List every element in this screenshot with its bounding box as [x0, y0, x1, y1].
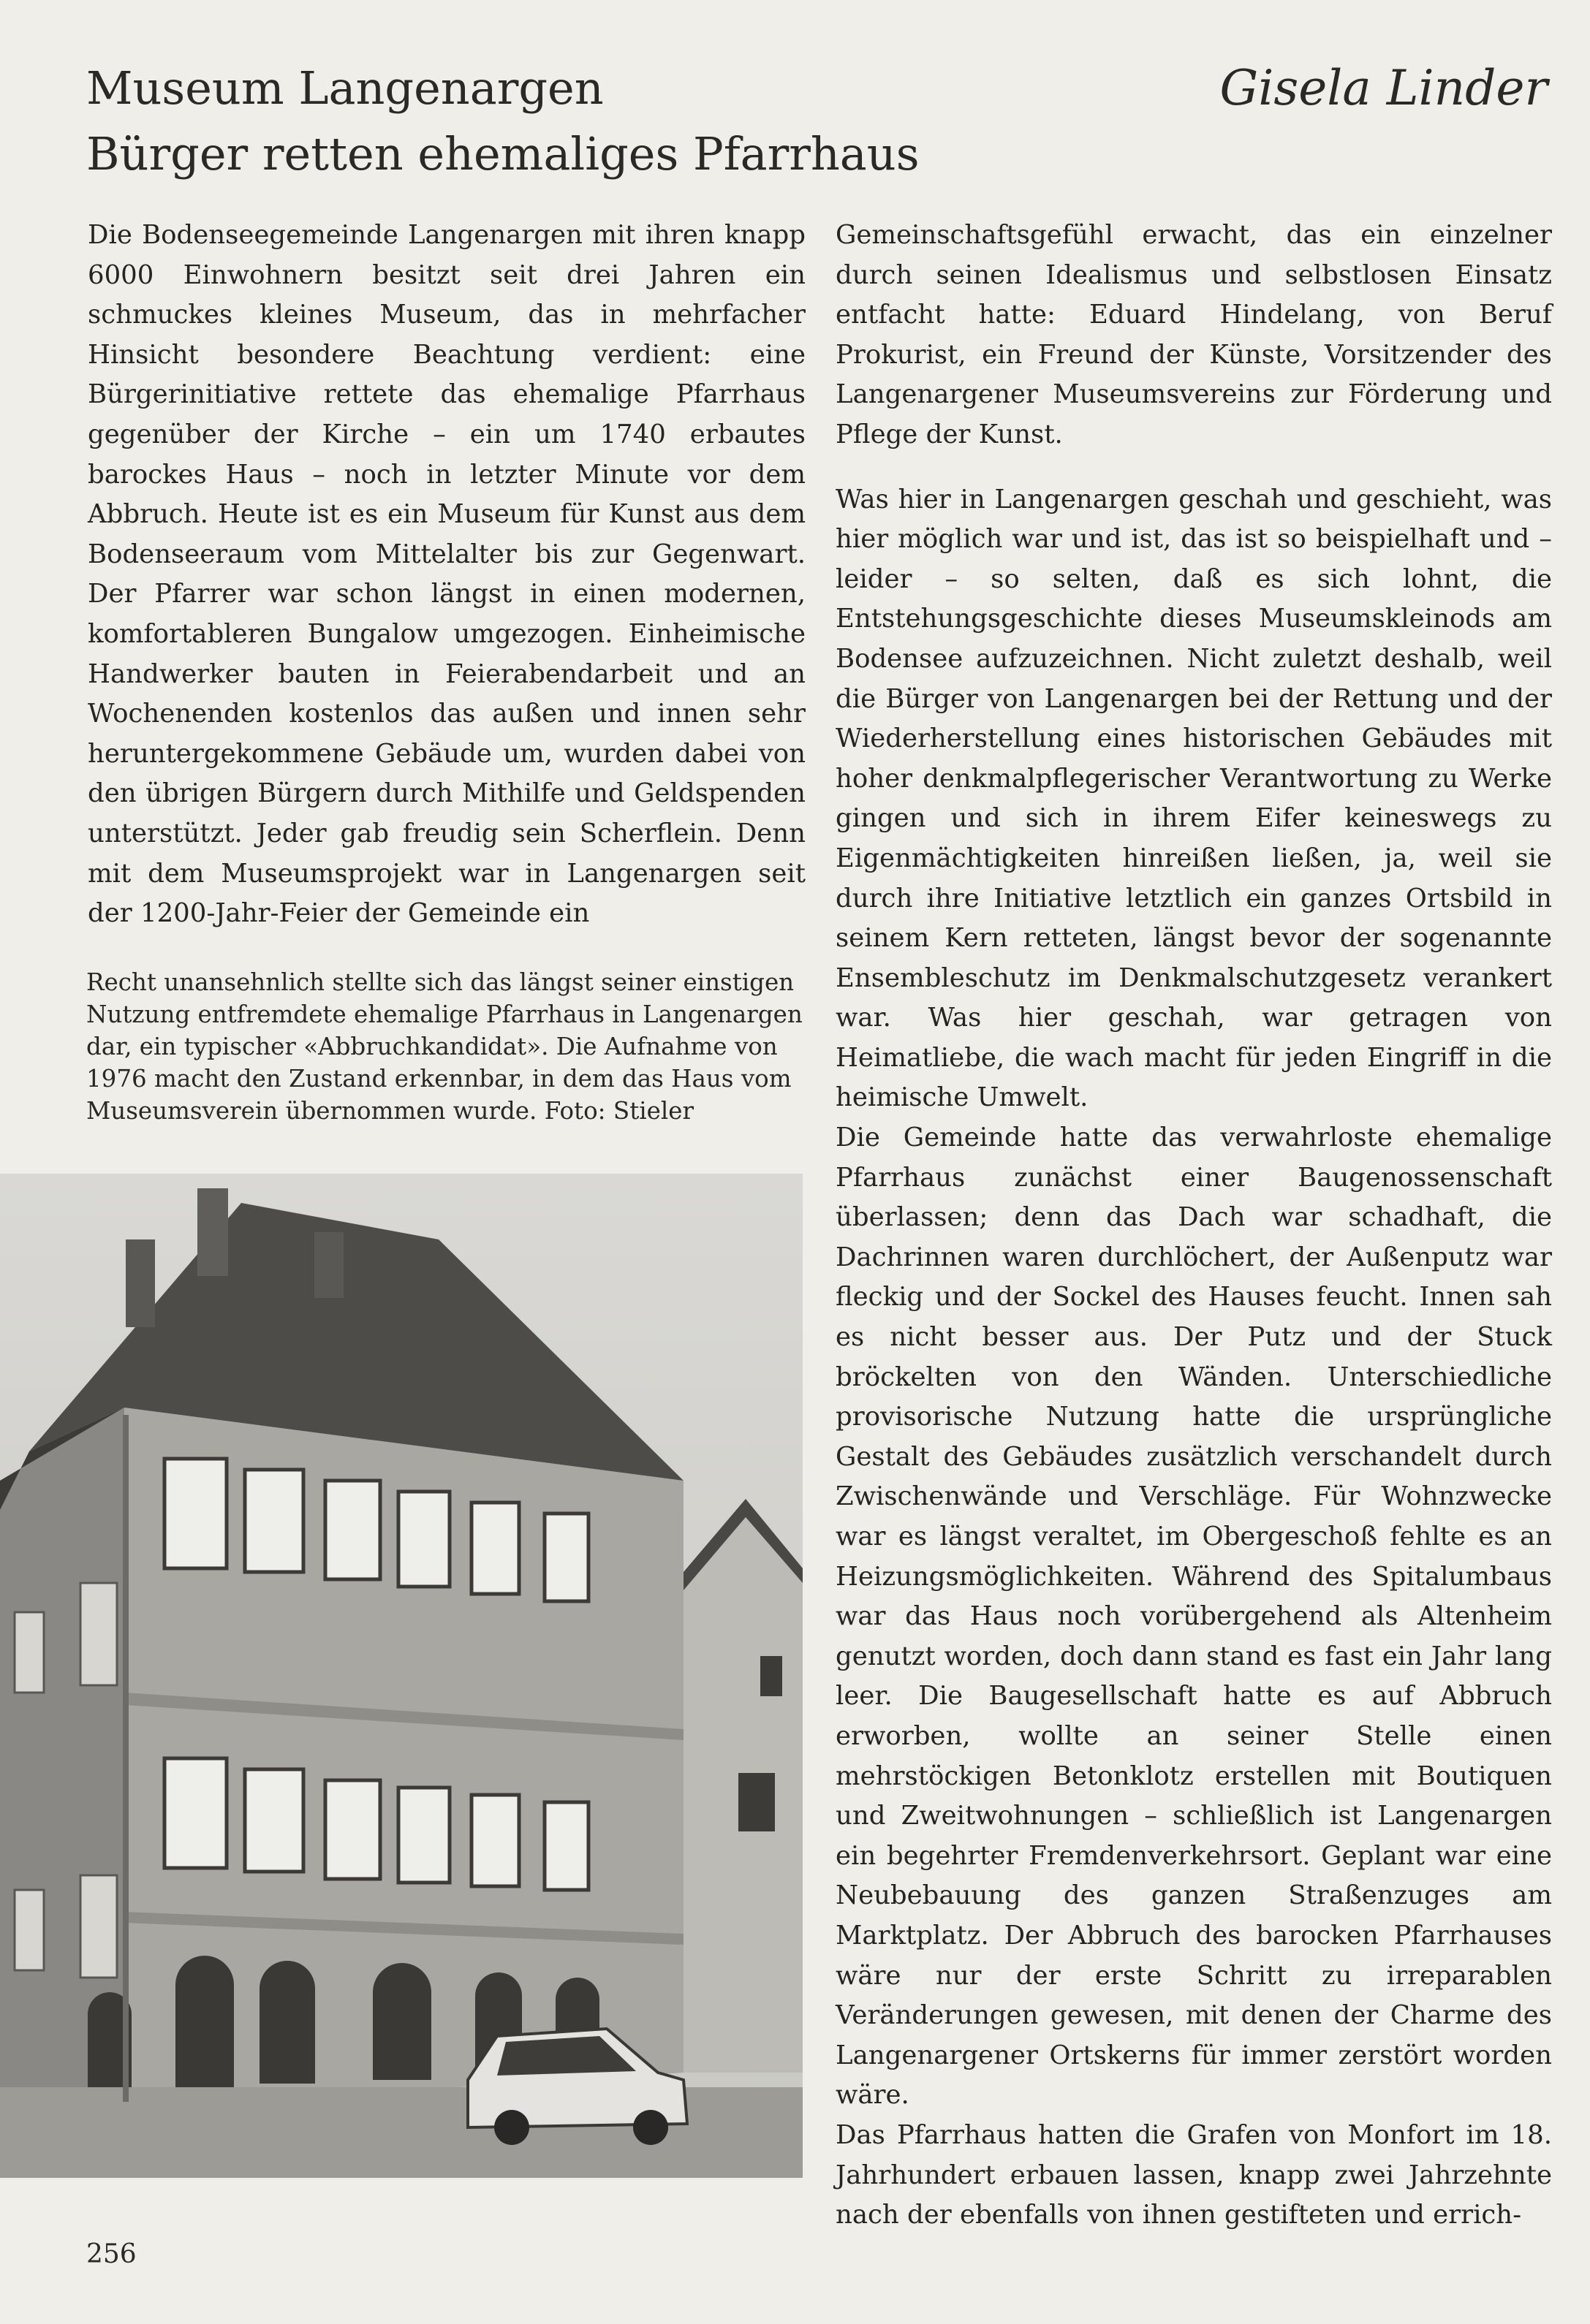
page-number: 256	[86, 2239, 137, 2269]
paragraph: Die Gemeinde hatte das verwahrloste ehemalige Pfarrhaus zunächst einer Baugenossenschaft überlassen; denn das Dach war schadhaft, die Dachrinnen waren durchlöchert, der Außenputz war fleckig und der Sockel des Hauses feucht. Innen sah es nicht besser aus. Der Putz und der Stuck bröckelten von den Wänden. Unterschiedliche provisorische Nutzung hatte die ursprüngliche Gestalt des Gebäudes zusätzlich verschandelt durch Zwischenwände und Verschläge. Für Wohnzwecke war es längst veraltet, im Obergeschoß fehlte es an Heizungsmöglichkeiten. Während des Spitalumbaus war das Haus noch vorübergehend als Altenheim genutzt worden, doch dann stand es fast ein Jahr lang leer. Die Baugesellschaft hatte es auf Abbruch erworben, wollte an seiner Stelle einen mehrstöckigen Betonklotz erstellen mit Boutiquen und Zweitwohnungen – schließlich ist Langenargen ein begehrter Fremdenverkehrsort. Geplant war eine Neubebauung des ganzen Straßenzuges am Marktplatz. Der Abbruch des barocken Pfarrhauses wäre nur der erste Schritt zu irreparablen Veränderungen gewesen, mit denen der Charme des Langenargener Ortskerns für immer zerstört worden wäre.	[836, 1123, 1552, 2111]
article-title	[86, 56, 920, 187]
parsonage-photo	[0, 1174, 803, 2178]
author-name: Gisela Linder	[1219, 60, 1548, 116]
title-line-2: Bürger retten ehemaliges Pfarrhaus	[86, 127, 920, 181]
right-text-column	[836, 216, 1552, 2236]
photo-caption: Recht unansehnlich stellte sich das längst seiner einstigen Nutzung entfremdete ehemalige Pfarrhaus in Langenargen dar, ein typischer «Abbruchkandidat». Die Aufnahme von 1976 macht den Zustand erkennbar, in dem das Haus vom Museumsverein übernommen wurde. Foto: Stieler	[86, 968, 803, 1125]
title-line-1: Museum Langenargen	[86, 61, 604, 115]
paragraph: Die Bodenseegemeinde Langenargen mit ihren knapp 6000 Einwohnern besitzt seit drei Jahren ein schmuckes kleines Museum, das in mehrfacher Hinsicht besondere Beachtung verdient: eine Bürgerinitiative rettete das ehemalige Pfarrhaus gegenüber der Kirche – ein um 1740 erbautes barockes Haus – noch in letzter Minute vor dem Abbruch. Heute ist es ein Museum für Kunst aus dem Bodenseeraum vom Mittelalter bis zur Gegenwart. Der Pfarrer war schon längst in einen modernen, komfortableren Bungalow umgezogen. Einheimische Handwerker bauten in Feierabendarbeit und an Wochenenden kostenlos das außen und innen sehr heruntergekommene Gebäude um, wurden dabei von den übrigen Bürgern durch Mithilfe und Geldspenden unterstützt. Jeder gab freudig sein Scherflein. Denn mit dem Museumsprojekt war in Langenargen seit der 1200-Jahr-Feier der Gemeinde ein	[88, 220, 806, 929]
parsonage-photo-illustration	[0, 1174, 803, 2178]
paragraph: Das Pfarrhaus hatten die Grafen von Monfort im 18. Jahrhundert erbauen lassen, knapp zwei Jahrzehnte nach der ebenfalls von ihnen gestifteten und errich-	[836, 2119, 1552, 2230]
paragraph: Gemeinschaftsgefühl erwacht, das ein einzelner durch seinen Idealismus und selbstlosen Einsatz entfacht hatte: Eduard Hindelang, von Beruf Prokurist, ein Freund der Künste, Vorsitzender des Langenargener Museumsvereins zur Förderung und Pflege der Kunst.	[836, 220, 1552, 449]
left-text-column	[88, 216, 806, 934]
paragraph: Was hier in Langenargen geschah und geschieht, was hier möglich war und ist, das ist so beispielhaft und – leider – so selten, daß es sich lohnt, die Entstehungsgeschichte dieses Museumskleinods am Bodensee aufzuzeichnen. Nicht zuletzt deshalb, weil die Bürger von Langenargen bei der Rettung und der Wiederherstellung eines historischen Gebäudes mit hoher denkmalpflegerischer Verantwortung zu Werke gingen und sich in ihrem Eifer keineswegs zu Eigenmächtigkeiten hinreißen ließen, ja, weil sie durch ihre Initiative letztlich ein ganzes Ortsbild in seinem Kern retteten, längst bevor der sogenannte Ensembleschutz im Denkmalschutzgesetz verankert war. Was hier geschah, war getragen von Heimatliebe, die wach macht für jeden Eingriff in die heimische Umwelt.	[836, 484, 1552, 1113]
